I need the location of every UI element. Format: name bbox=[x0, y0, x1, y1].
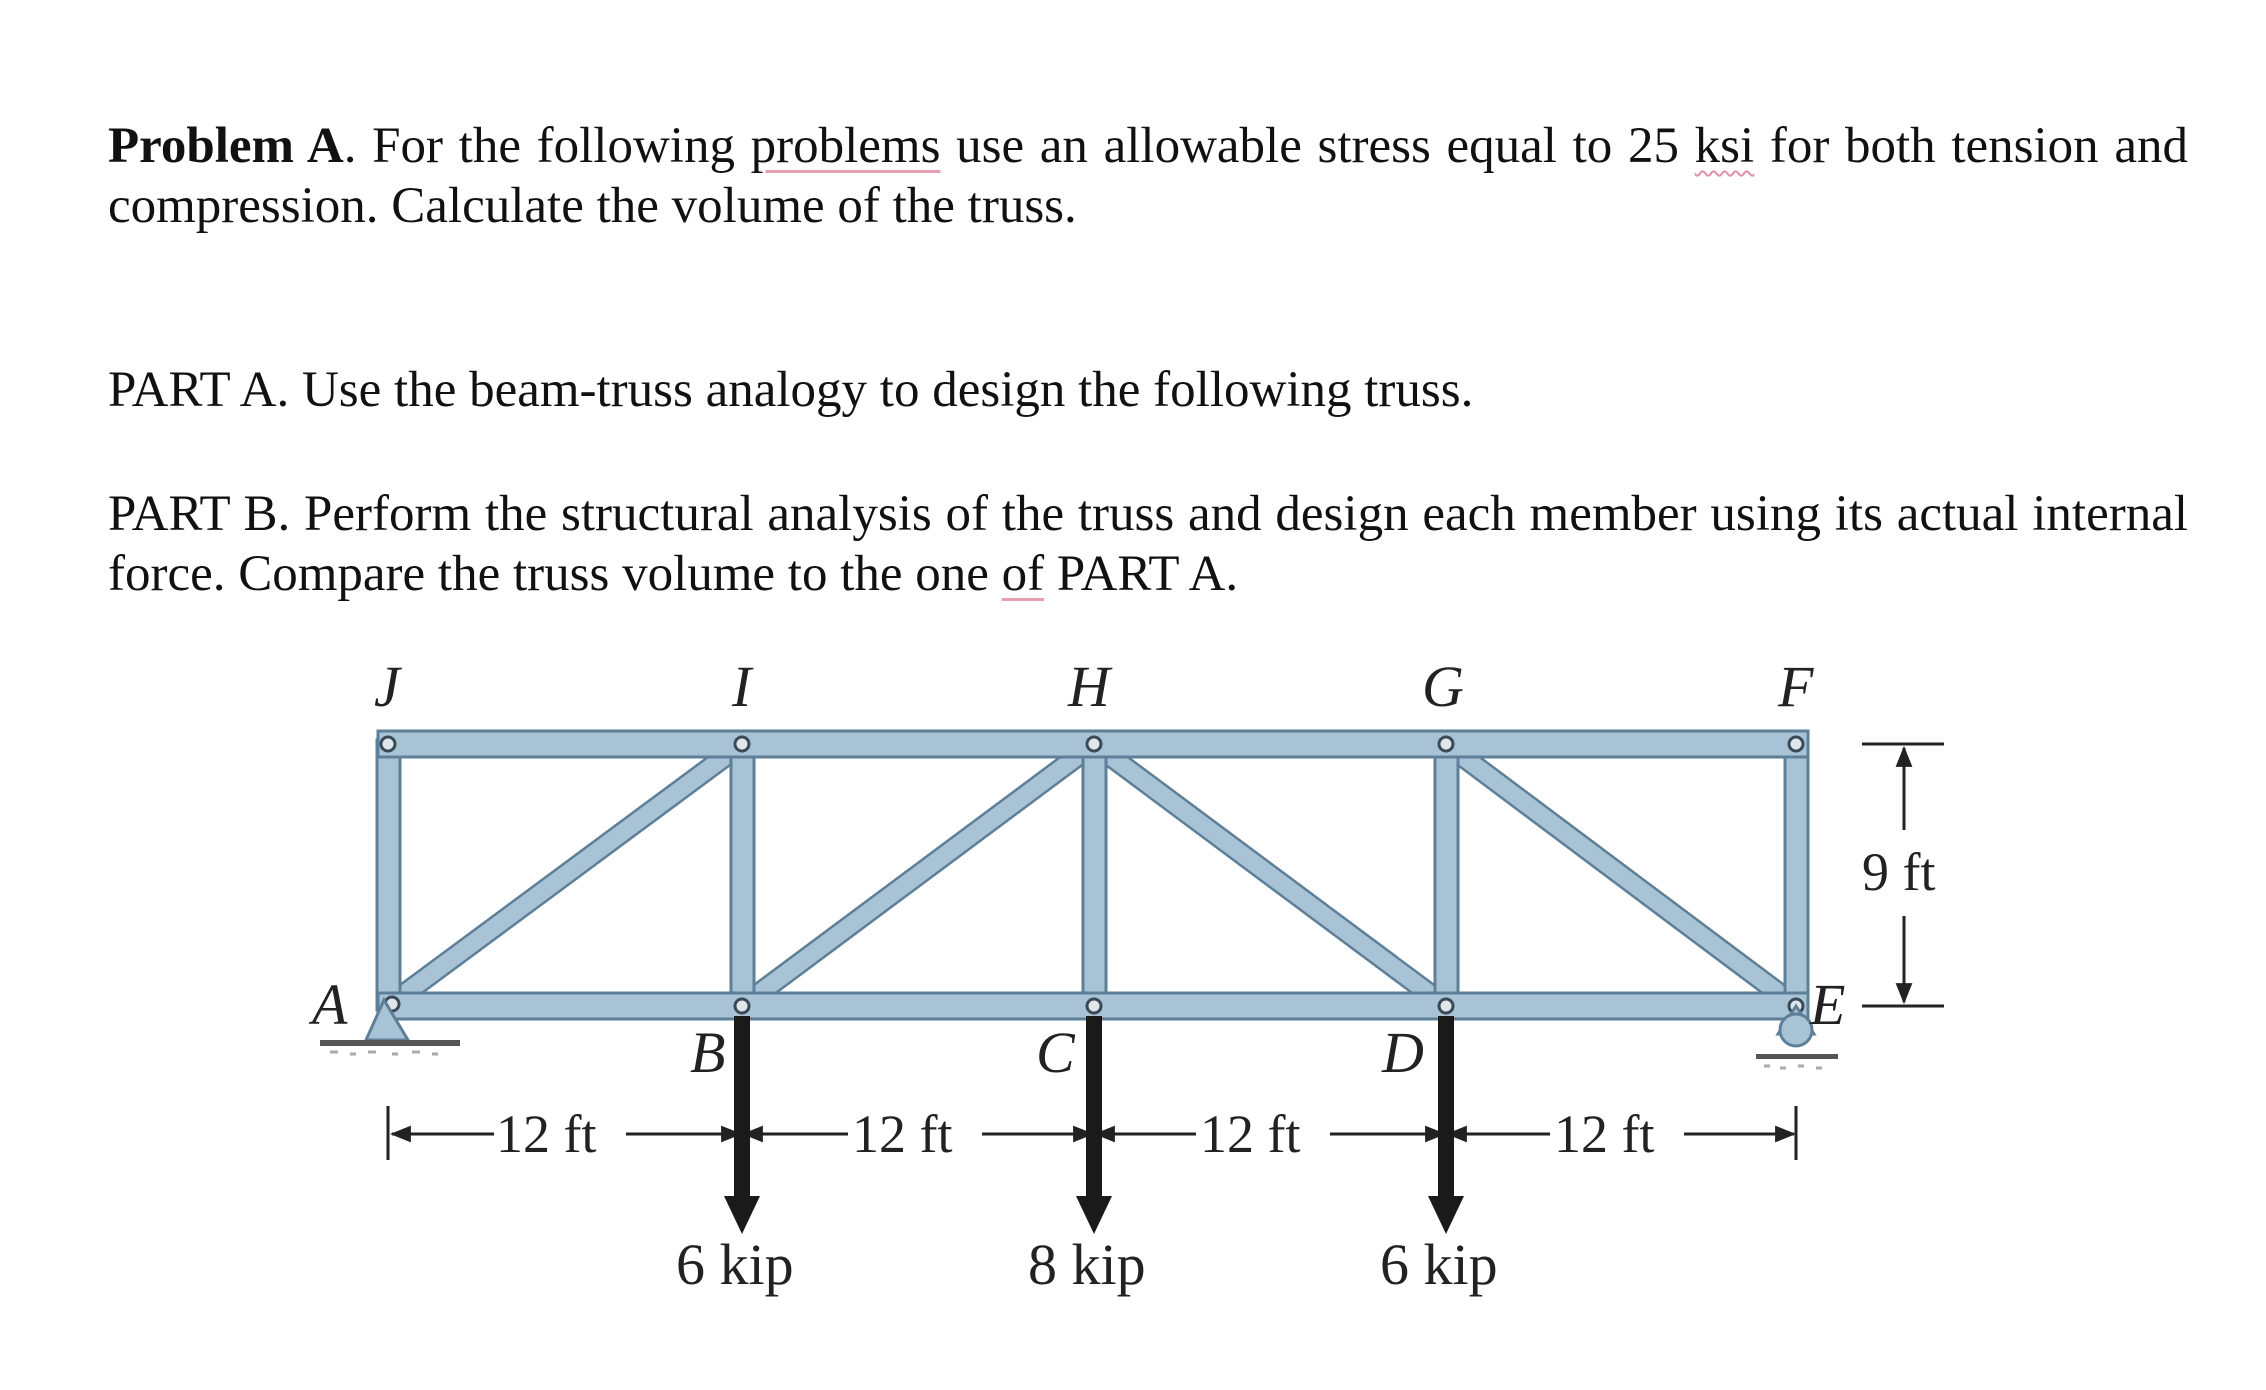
member-CH bbox=[1083, 740, 1106, 1010]
pin-C bbox=[1087, 999, 1101, 1013]
height-label: 9 ft bbox=[1862, 842, 1936, 902]
problem-heading: Problem A bbox=[108, 118, 344, 174]
load-arrow-B bbox=[724, 1016, 760, 1234]
problem-text-2: use an allowable stress equal to 25 bbox=[940, 118, 1695, 174]
joint-label-G: G bbox=[1422, 654, 1464, 719]
span-label-3: 12 ft bbox=[1200, 1104, 1301, 1164]
pin-H bbox=[1087, 737, 1101, 751]
member-DG bbox=[1435, 740, 1458, 1010]
load-label-C: 8 kip bbox=[1028, 1232, 1146, 1297]
span-label-4: 12 ft bbox=[1554, 1104, 1655, 1164]
member-AJ bbox=[377, 740, 400, 1010]
joint-label-B: B bbox=[690, 1020, 726, 1085]
pin-G bbox=[1439, 737, 1453, 751]
joint-label-J: J bbox=[374, 654, 400, 719]
joint-label-F: F bbox=[1778, 654, 1814, 719]
part-b-text-1: PART B. Perform the structural analysis of the truss and design each member using its actual internal force. Compare the truss volume to the one bbox=[108, 486, 2188, 602]
joint-label-I: I bbox=[732, 654, 752, 719]
joint-label-A: A bbox=[312, 972, 348, 1037]
part-b-text-2: PART A. bbox=[1044, 546, 1239, 602]
part-b-word-of: of bbox=[1001, 546, 1045, 602]
joint-label-D: D bbox=[1382, 1020, 1424, 1085]
pin-D bbox=[1439, 999, 1453, 1013]
pin-J bbox=[381, 737, 395, 751]
problem-text-1: For the following bbox=[356, 118, 751, 174]
load-arrows bbox=[724, 1016, 1464, 1234]
pin-I bbox=[735, 737, 749, 751]
load-arrow-C bbox=[1076, 1016, 1112, 1234]
span-label-2: 12 ft bbox=[852, 1104, 953, 1164]
member-BH-fill bbox=[742, 744, 1094, 1006]
problem-text-3: for both tension and compression. Calculate the volume of the truss. bbox=[108, 118, 2188, 234]
problem-word-ksi: ksi bbox=[1694, 118, 1755, 174]
member-HD-fill bbox=[1094, 744, 1446, 1006]
member-BI bbox=[731, 740, 754, 1010]
load-label-D: 6 kip bbox=[1380, 1232, 1498, 1297]
problem-heading-period: . bbox=[343, 118, 357, 174]
pin-F bbox=[1789, 737, 1803, 751]
span-label-1: 12 ft bbox=[496, 1104, 597, 1164]
member-GE-fill bbox=[1446, 744, 1796, 1006]
part-a-text: PART A. Use the beam-truss analogy to design the following truss. bbox=[108, 362, 1474, 418]
member-AI-fill bbox=[388, 744, 742, 1006]
problem-word-problems: problems bbox=[750, 118, 941, 174]
joint-label-C: C bbox=[1036, 1020, 1075, 1085]
load-label-B: 6 kip bbox=[676, 1232, 794, 1297]
joint-label-H: H bbox=[1068, 654, 1110, 719]
joint-label-E: E bbox=[1810, 972, 1846, 1037]
member-EF bbox=[1785, 740, 1808, 1010]
load-arrow-D bbox=[1428, 1016, 1464, 1234]
truss-verticals bbox=[377, 740, 1808, 1010]
load-labels bbox=[676, 1232, 1498, 1297]
pin-B bbox=[735, 999, 749, 1013]
